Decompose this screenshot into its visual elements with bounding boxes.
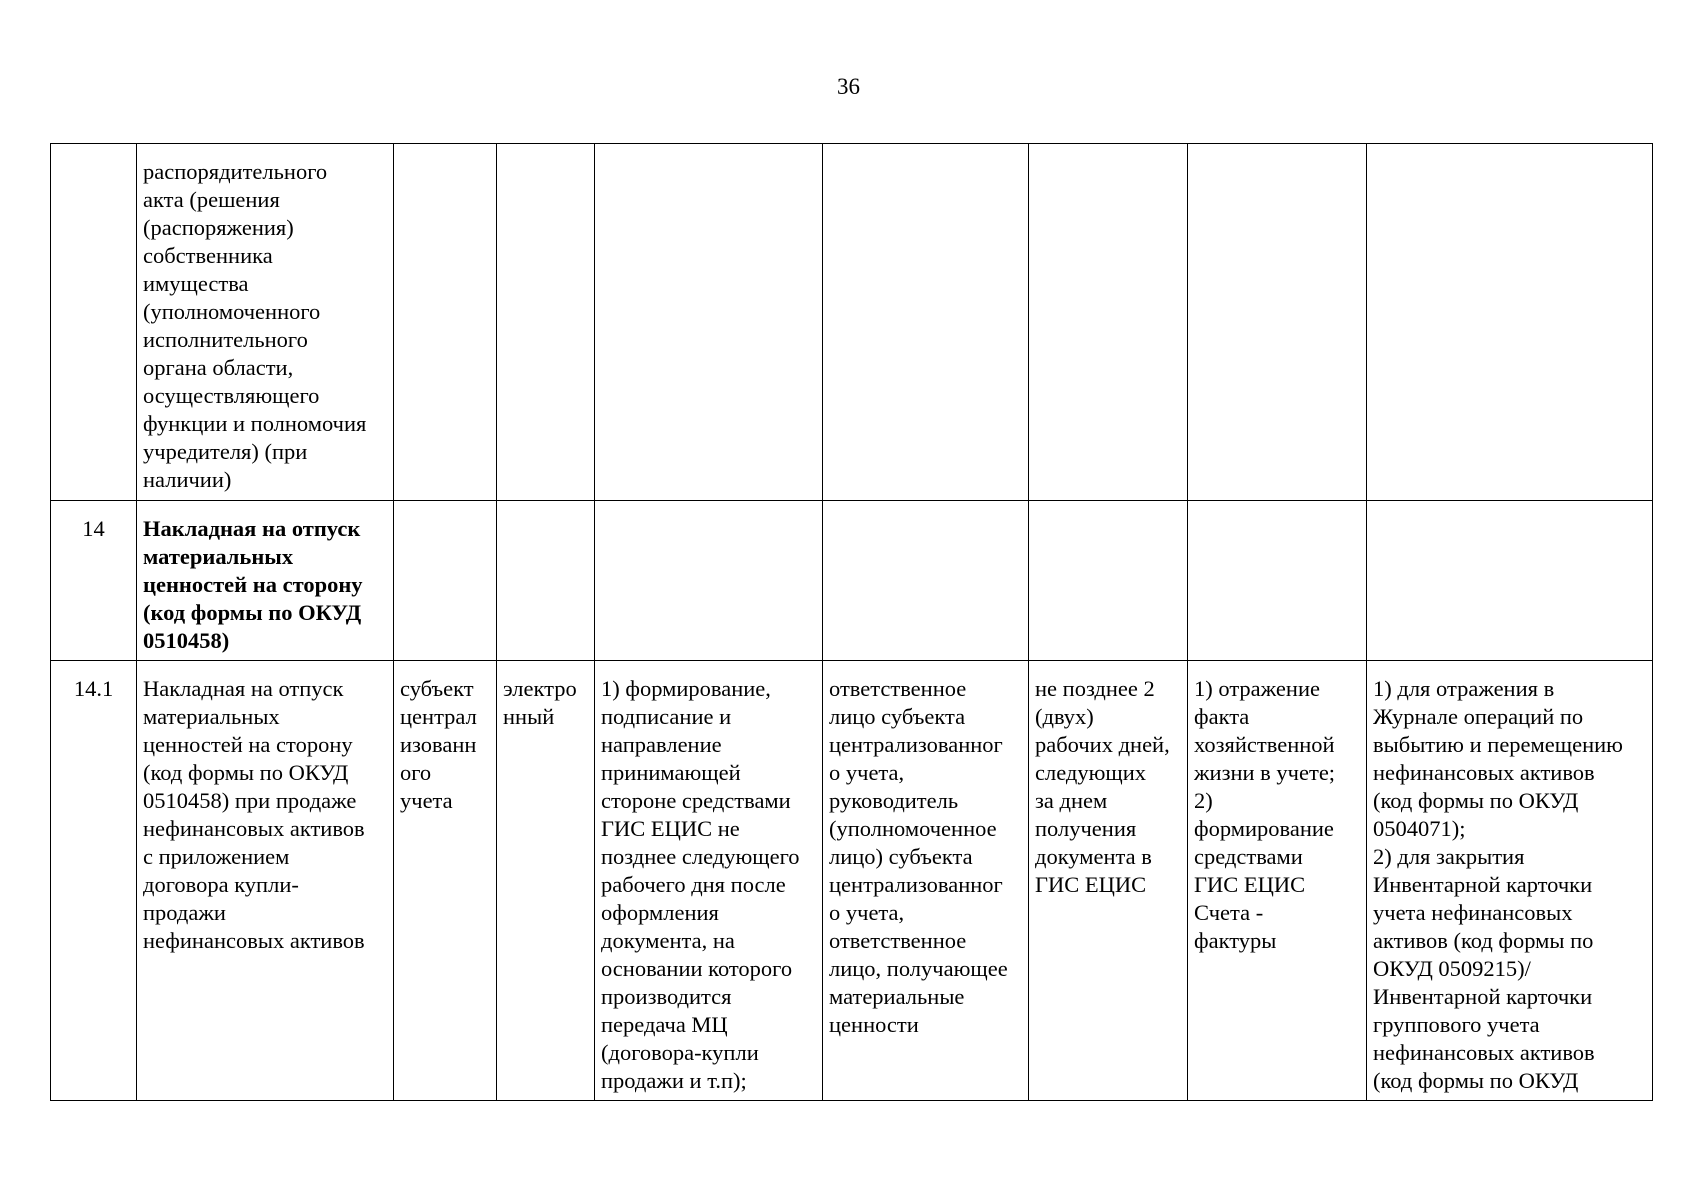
purpose-cell [1367,501,1653,661]
procedure: 1) формирование, подписание и направление принимающей стороне средствами ГИС ЕЦИС не позднее следующего рабочего дня после оформления документа, на основании которого производится передача МЦ (договора-купли продажи и т.п); [601,676,800,1093]
signer: ответственное лицо субъекта централизованног о учета, руководитель (уполномоченное лицо) субъекта централизованног о учета, ответственное лицо, получающее материальные ценности [829,676,1008,1037]
action: 1) отражение факта хозяйственной жизни в учете; 2) формирование средствами ГИС ЕЦИС Счета - фактуры [1194,676,1336,953]
document-table [50,143,1653,1101]
action-cell [1188,144,1367,501]
deadline-cell [1029,501,1188,661]
deadline-cell [1029,661,1188,1101]
format-cell [497,661,595,1101]
purpose-cell [1367,661,1653,1101]
format-cell [497,501,595,661]
document-name: Накладная на отпуск материальных ценностей на сторону (код формы по ОКУД 0510458) [143,516,363,653]
table-row [51,661,1653,1101]
row-number: 14.1 [73,676,114,701]
table-row [51,144,1653,501]
creator: субъект централ изованн ого учета [400,676,477,813]
action-cell [1188,661,1367,1101]
signer-cell [823,144,1029,501]
signer-cell [823,501,1029,661]
creator-cell [394,144,497,501]
document-name: распорядительного акта (решения (распоряжения) собственника имущества (уполномоченного исполнительного органа области, осуществляющего функции и полномочия учредителя) (при наличии) [143,159,367,492]
procedure-cell [595,501,823,661]
row-number: 14 [82,516,105,541]
procedure-cell [595,661,823,1101]
deadline: не позднее 2 (двух) рабочих дней, следующих за днем получения документа в ГИС ЕЦИС [1035,676,1170,897]
purpose: 1) для отражения в Журнале операций по выбытию и перемещению нефинансовых активов (код формы по ОКУД 0504071); 2) для закрытия Инвентарной карточки учета нефинансовых активов (код формы по ОКУД 0509215)/ Инвентарной карточки группового учета нефинансовых активов (код формы по ОКУД [1373,676,1623,1093]
row-number-cell [51,661,137,1101]
creator-cell [394,501,497,661]
document-name: Накладная на отпуск материальных ценностей на сторону (код формы по ОКУД 0510458) при продаже нефинансовых активов с приложением договора купли- продажи нефинансовых активов [143,676,365,953]
table-row [51,501,1653,661]
creator-cell [394,661,497,1101]
signer-cell [823,661,1029,1101]
format-cell [497,144,595,501]
document-name-cell [137,661,394,1101]
deadline-cell [1029,144,1188,501]
action-cell [1188,501,1367,661]
document-name-cell [137,501,394,661]
procedure-cell [595,144,823,501]
page-number: 36 [837,74,860,99]
purpose-cell [1367,144,1653,501]
row-number-cell [51,501,137,661]
row-number-cell [51,144,137,501]
document-name-cell [137,144,394,501]
format: электро нный [503,676,577,729]
